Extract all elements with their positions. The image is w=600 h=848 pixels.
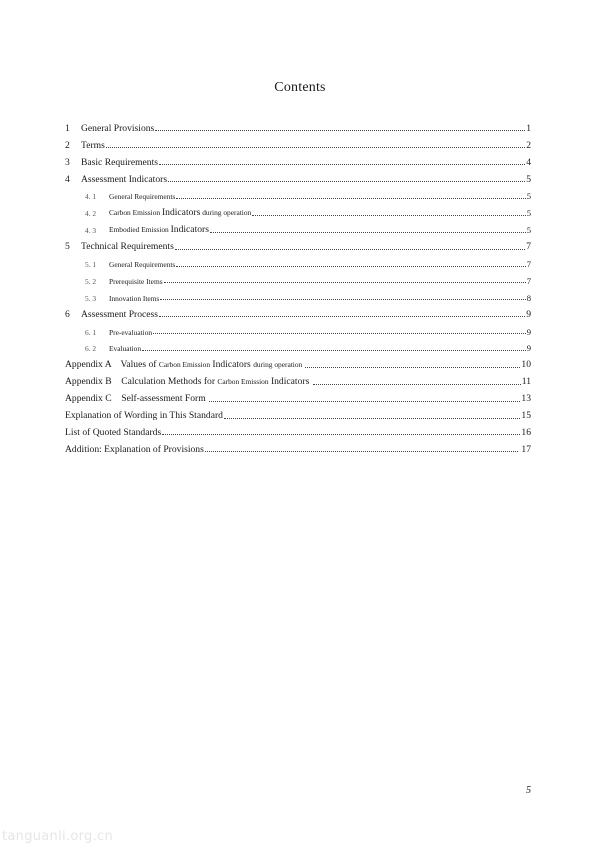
toc-label-part: Indicators <box>170 224 209 236</box>
toc-appendix-a[interactable] <box>65 353 531 370</box>
dot-leader <box>224 418 520 419</box>
toc-label: Assessment Indicators <box>81 173 168 185</box>
toc-label-part: Embodied Emission <box>109 225 171 235</box>
toc-label: Innovation Items <box>109 293 160 303</box>
dot-leader <box>164 282 526 283</box>
dot-leader <box>305 367 520 368</box>
toc-appendix-c[interactable] <box>65 387 531 404</box>
watermark: tanguanli.org.cn <box>2 829 113 844</box>
toc-page: 2 <box>526 139 531 151</box>
dot-leader <box>176 198 525 199</box>
toc-page: 10 <box>521 359 531 371</box>
toc-label <box>109 224 209 235</box>
toc-subentry[interactable] <box>65 337 531 354</box>
toc-label-part: Appendix B Calculation Methods for <box>65 376 218 388</box>
dot-leader <box>205 451 518 452</box>
toc-number: 6. 1 <box>85 327 97 337</box>
toc-page: 9 <box>526 308 531 320</box>
toc-label-part: Carbon Emission <box>109 208 162 218</box>
toc-label: General Provisions <box>81 122 155 134</box>
toc-page: 8 <box>526 292 531 303</box>
toc-page: 5 <box>526 173 531 185</box>
toc-number: 6 <box>65 308 70 320</box>
toc-entry[interactable] <box>65 421 531 438</box>
toc-page: 7 <box>526 275 531 286</box>
dot-leader <box>209 401 520 402</box>
page-title: Contents <box>274 80 326 95</box>
toc-label: Basic Requirements <box>81 156 158 168</box>
dot-leader <box>210 232 526 233</box>
toc-label <box>109 207 251 218</box>
toc-number: 2 <box>65 139 70 151</box>
toc-page: 17 <box>519 443 531 455</box>
toc-entry[interactable] <box>65 151 531 168</box>
toc-page: 4 <box>526 156 531 168</box>
toc-label <box>65 376 312 387</box>
toc-label: General Requirements <box>109 192 176 202</box>
toc-number: 3 <box>65 156 70 168</box>
toc-label-part: Indicators <box>268 376 312 388</box>
toc-label-part: Carbon Emission <box>217 377 269 387</box>
table-of-contents <box>65 117 531 455</box>
dot-leader <box>106 147 525 148</box>
dot-leader <box>162 434 520 435</box>
toc-page: 9 <box>526 326 531 337</box>
toc-number: 5 <box>65 241 70 253</box>
toc-page: 11 <box>521 376 531 388</box>
toc-label-part: Indicators <box>210 359 254 371</box>
toc-label: Assessment Process <box>81 308 159 320</box>
toc-appendix-b[interactable] <box>65 370 531 387</box>
toc-page: 1 <box>526 122 531 134</box>
toc-number: 4. 2 <box>85 209 97 219</box>
toc-label-part: Indicators <box>161 207 201 219</box>
toc-entry[interactable] <box>65 134 531 151</box>
toc-label-part: Carbon Emission <box>158 360 211 370</box>
toc-label: General Requirements <box>109 260 176 270</box>
toc-subentry[interactable] <box>65 286 531 303</box>
toc-page: 16 <box>521 426 531 438</box>
dot-leader <box>155 130 525 131</box>
toc-page: 9 <box>526 343 531 354</box>
toc-entry[interactable] <box>65 404 531 421</box>
toc-subentry[interactable] <box>65 185 531 202</box>
toc-entry[interactable] <box>65 303 531 320</box>
toc-subentry[interactable] <box>65 201 531 218</box>
toc-number: 5. 1 <box>85 260 97 270</box>
toc-label-part: Appendix A Values of <box>65 359 159 371</box>
toc-label: Technical Requirements <box>81 241 174 253</box>
dot-leader <box>175 249 525 250</box>
dot-leader <box>168 181 525 182</box>
toc-label: Explanation of Wording in This Standard <box>65 410 223 422</box>
toc-number: 4. 3 <box>85 226 97 236</box>
toc-entry[interactable] <box>65 438 531 455</box>
dot-leader <box>142 350 526 351</box>
toc-entry[interactable] <box>65 168 531 185</box>
toc-page: 13 <box>521 393 531 405</box>
toc-label: Prerequisite Items <box>109 276 163 286</box>
dot-leader <box>252 215 525 216</box>
dot-leader <box>160 299 525 300</box>
toc-number: 4. 1 <box>85 192 97 202</box>
toc-entry[interactable] <box>65 117 531 134</box>
toc-number: 5. 2 <box>85 276 97 286</box>
toc-label-part: during operation <box>253 360 305 370</box>
toc-number: 6. 2 <box>85 344 97 354</box>
toc-label: List of Quoted Standards <box>65 426 162 438</box>
toc-page: 5 <box>526 225 531 236</box>
dot-leader <box>159 164 525 165</box>
toc-label: Terms <box>81 139 105 151</box>
toc-subentry[interactable] <box>65 269 531 286</box>
toc-subentry[interactable] <box>65 320 531 337</box>
toc-label: Evaluation <box>109 344 142 354</box>
toc-number: 5. 3 <box>85 293 97 303</box>
toc-number: 4 <box>65 173 70 185</box>
toc-label: Addition: Explanation of Provisions <box>65 443 204 455</box>
dot-leader <box>313 384 521 385</box>
toc-page: 15 <box>521 410 531 422</box>
toc-subentry[interactable] <box>65 252 531 269</box>
toc-entry[interactable] <box>65 235 531 252</box>
toc-label <box>65 359 304 370</box>
toc-subentry[interactable] <box>65 218 531 235</box>
dot-leader <box>159 316 525 317</box>
toc-label: Appendix C Self-assessment Form <box>65 393 209 405</box>
toc-page: 7 <box>526 241 531 253</box>
toc-page: 5 <box>526 208 531 219</box>
toc-label: Pre-evaluation <box>109 327 153 337</box>
page-number: 5 <box>526 785 531 796</box>
toc-label-part: during operation <box>200 208 252 218</box>
toc-page: 5 <box>526 191 531 202</box>
dot-leader <box>176 266 525 267</box>
dot-leader <box>153 333 526 334</box>
toc-number: 1 <box>65 122 70 134</box>
toc-page: 7 <box>526 259 531 270</box>
